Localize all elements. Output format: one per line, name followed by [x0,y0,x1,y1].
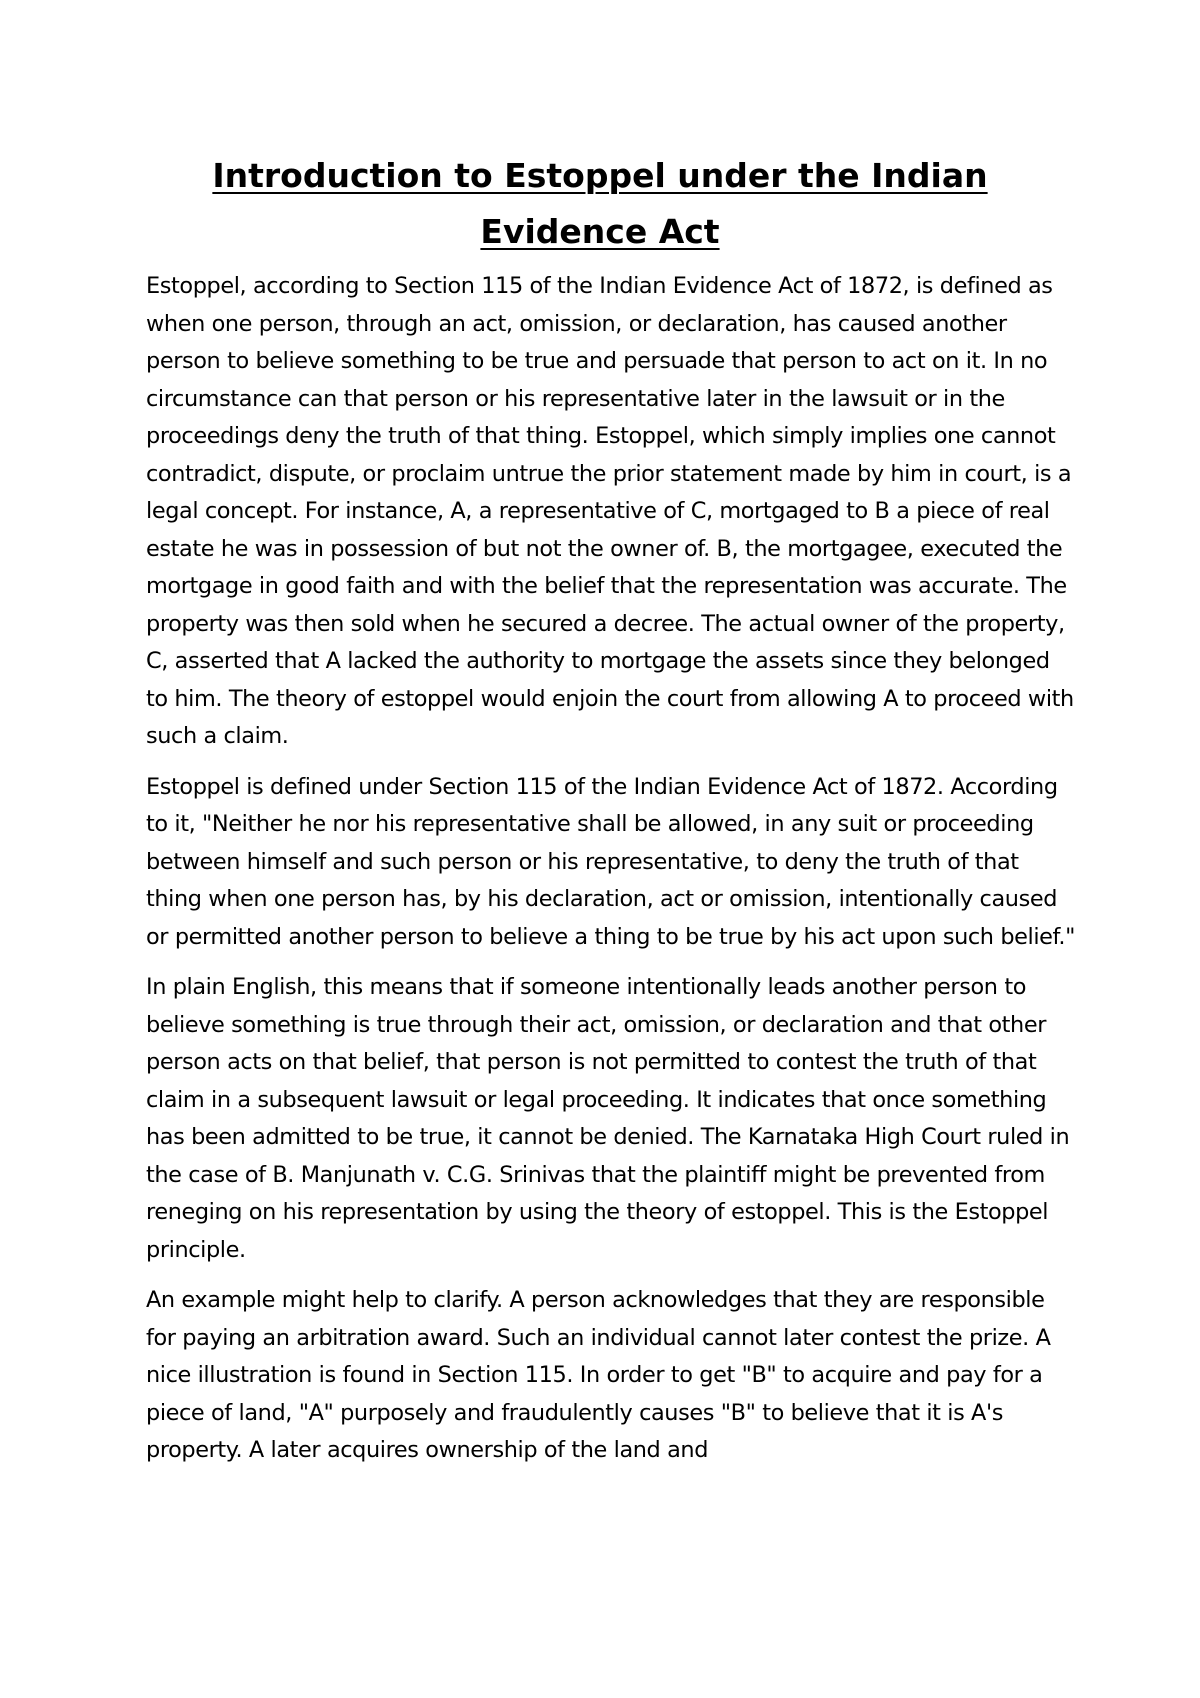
paragraph-2: Estoppel is defined under Section 115 of the Indian Evidence Act of 1872. According to it, "Neither he nor his representative shall be allowed, in any suit or proceeding between himself and such person or his representative, to deny the truth of that thing when one person has, by his declaration, act or omission, intentionally caused or permitted another person to believe a thing to be true by his act upon such belief." [146,773,1075,950]
document-body [146,268,1076,1483]
paragraph-1: Estoppel, according to Section 115 of the Indian Evidence Act of 1872, is defined as when one person, through an act, omission, or declaration, has caused another person to believe something to be true and persuade that person to act on it. In no circumstance can that person or his representative later in the lawsuit or in the proceedings deny the truth of that thing. Estoppel, which simply implies one cannot contradict, dispute, or proclaim untrue the prior statement made by him in court, is a legal concept. For instance, A, a representative of C, mortgaged to B a piece of real estate he was in possession of but not the owner of. B, the mortgagee, executed the mortgage in good faith and with the belief that the representation was accurate. The property was then sold when he secured a decree. The actual owner of the property, C, asserted that A lacked the authority to mortgage the assets since they belonged to him. The theory of estoppel would enjoin the court from allowing A to proceed with such a claim. [146,273,1074,749]
document-title: Introduction to Estoppel under the Indian Evidence Act [212,156,988,251]
paragraph-4: An example might help to clarify. A person acknowledges that they are responsible for paying an arbitration award. Such an individual cannot later contest the prize. A nice illustration is found in Section 115. In order to get "B" to acquire and pay for a piece of land, "A" purposely and fraudulently causes "B" to believe that it is A's property. A later acquires ownership of the land and [146,1287,1051,1463]
paragraph-3: In plain English, this means that if someone intentionally leads another person to believe something is true through their act, omission, or declaration and that other person acts on that belief, that person is not permitted to contest the truth of that claim in a subsequent lawsuit or legal proceeding. It indicates that once something has been admitted to be true, it cannot be denied. The Karnataka High Court ruled in the case of B. Manjunath v. C.G. Srinivas that the plaintiff might be prevented from reneging on his representation by using the theory of estoppel. This is the Estoppel principle. [146,974,1070,1263]
